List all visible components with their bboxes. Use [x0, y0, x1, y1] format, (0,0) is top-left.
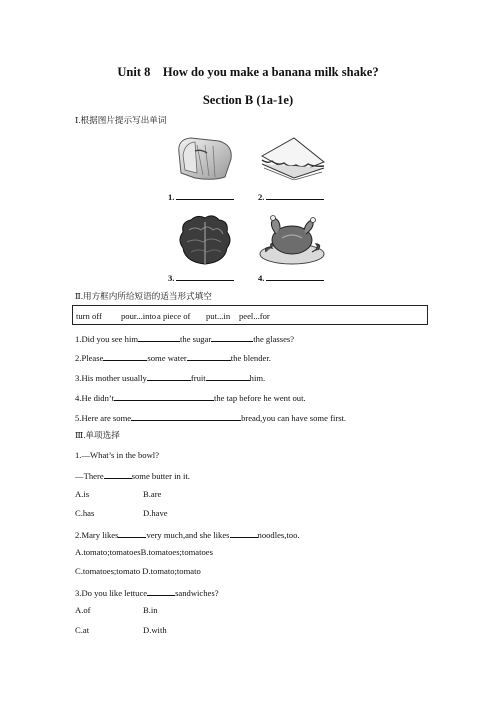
option-d[interactable]: D.have — [143, 508, 168, 518]
blank[interactable] — [147, 372, 191, 381]
phrase-box — [72, 305, 428, 325]
answer-line-3[interactable] — [176, 280, 234, 281]
fill-question-3: 3.His mother usually fruit him. — [75, 373, 266, 383]
turkey-icon — [258, 214, 326, 266]
answer-line-2[interactable] — [266, 199, 324, 200]
mc-question-2: 2.Mary likes very much,and she likes noodles,too. — [75, 530, 300, 540]
phrase-pour-into: pour...into — [121, 311, 157, 321]
lettuce-icon — [175, 212, 235, 268]
blank[interactable] — [104, 470, 132, 479]
phrase-a-piece-of: a piece of — [157, 311, 191, 321]
page-title: Unit 8 How do you make a banana milk shake? — [117, 65, 379, 79]
phrase-peel-for: peel...for — [239, 311, 270, 321]
mc-question-1: 1.—What’s in the bowl? — [75, 450, 160, 460]
blank[interactable] — [147, 587, 175, 596]
part3-heading: Ⅲ.单项选择 — [75, 430, 120, 440]
item4-number: 4. — [258, 273, 265, 283]
blank[interactable] — [138, 333, 180, 342]
option-a[interactable]: A.of — [75, 605, 91, 615]
fill-question-2: 2.Please some water the blender. — [75, 353, 271, 363]
section-subtitle: Section B (1a-1e) — [202, 93, 294, 107]
mc-question-3: 3.Do you like lettuce sandwiches? — [75, 588, 219, 598]
option-c[interactable]: C.has — [75, 508, 95, 518]
option-c[interactable]: C.at — [75, 625, 90, 635]
item2-number: 2. — [258, 192, 265, 202]
fill-question-1: 1.Did you see him the sugar the glasses? — [75, 334, 295, 344]
fill-question-4: 4.He didn’t the tap before he went out. — [75, 393, 306, 403]
sandwich-icon — [258, 134, 328, 180]
part2-heading: Ⅱ.用方框内所给短语的适当形式填空 — [75, 291, 212, 301]
option-b[interactable]: B.are — [143, 489, 162, 499]
option-d[interactable]: D.with — [143, 625, 167, 635]
options-ab[interactable]: A.tomato;tomatoesB.tomatoes;tomatoes — [75, 547, 213, 557]
blank[interactable] — [103, 352, 147, 361]
bread-icon — [173, 133, 237, 183]
blank[interactable] — [230, 529, 258, 538]
option-b[interactable]: B.in — [143, 605, 158, 615]
blank[interactable] — [114, 392, 214, 401]
option-a[interactable]: A.is — [75, 489, 90, 499]
blank[interactable] — [187, 352, 231, 361]
fill-question-5: 5.Here are some bread,you can have some first. — [75, 413, 347, 423]
part1-heading: Ⅰ.根据图片提示写出单词 — [75, 115, 167, 125]
answer-line-4[interactable] — [266, 280, 324, 281]
blank[interactable] — [206, 372, 250, 381]
answer-line-1[interactable] — [176, 199, 234, 200]
blank[interactable] — [131, 412, 241, 421]
options-cd[interactable]: C.tomatoes;tomato D.tomato;tomato — [75, 566, 201, 576]
item1-number: 1. — [168, 192, 175, 202]
phrase-turn-off: turn off — [76, 311, 102, 321]
phrase-put-in: put...in — [206, 311, 231, 321]
mc-question-1-stem: —There some butter in it. — [75, 471, 190, 481]
blank[interactable] — [118, 529, 146, 538]
item3-number: 3. — [168, 273, 175, 283]
blank[interactable] — [211, 333, 253, 342]
